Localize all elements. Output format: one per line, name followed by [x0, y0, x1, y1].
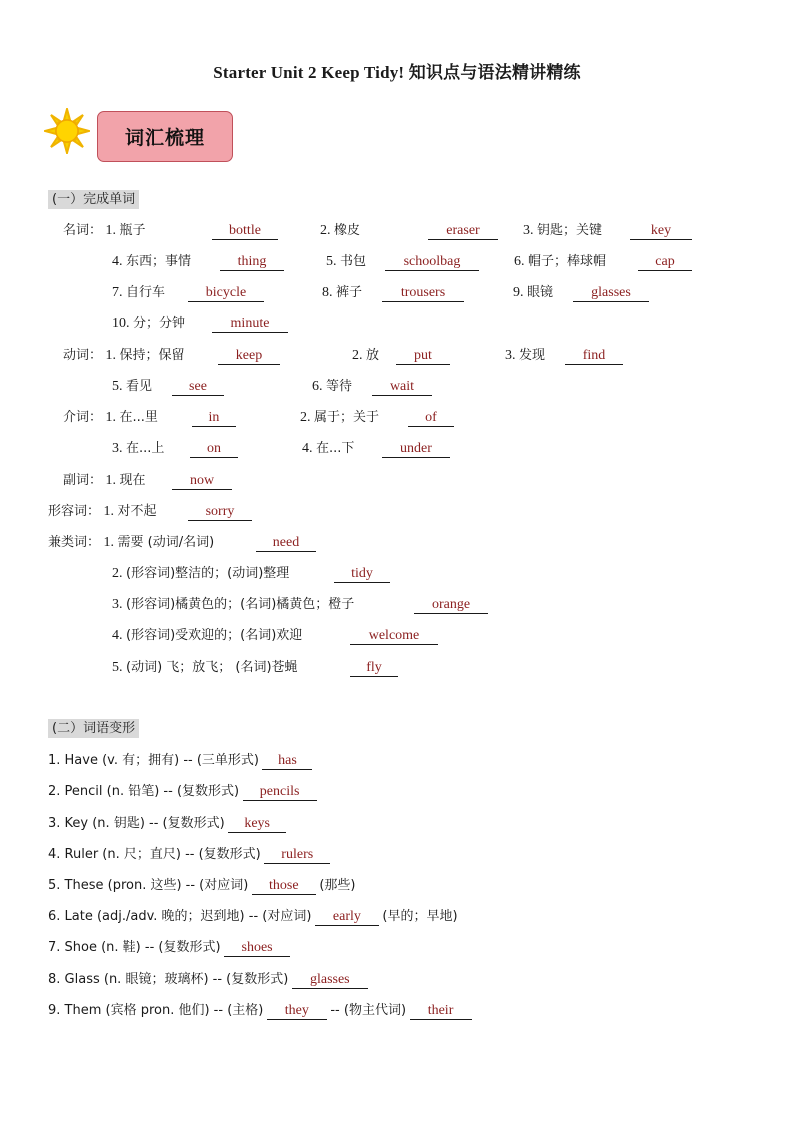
prep-item: 3. 在...上 — [112, 441, 165, 456]
answer-blank[interactable]: schoolbag — [385, 254, 479, 271]
answer-blank[interactable]: key — [630, 223, 692, 240]
verb-row-1: 动词： 1. 保持；保留 — [63, 348, 185, 363]
prep-item: 4. 在...下 — [302, 441, 355, 456]
answer-blank[interactable]: now — [172, 473, 232, 490]
word-form-item: 2. Pencil (n. 铅笔) -- (复数形式) pencils — [48, 783, 317, 801]
answer-blank[interactable]: of — [408, 410, 454, 427]
answer-blank[interactable]: glasses — [573, 285, 649, 302]
multi-label: 兼类词： — [48, 535, 101, 550]
page-title: Starter Unit 2 Keep Tidy! 知识点与语法精讲精练 — [213, 63, 581, 82]
answer-blank[interactable]: their — [410, 1003, 472, 1020]
multi-item: 5. (动词) 飞；放飞； (名词)苍蝇 — [112, 660, 298, 675]
answer-blank[interactable]: has — [262, 753, 312, 770]
word-form-item: 5. These (pron. 这些) -- (对应词) those (那些) — [48, 878, 356, 893]
answer-blank[interactable]: need — [256, 535, 316, 552]
noun-item: 4. 东西；事情 — [112, 254, 192, 269]
word-form-item: 3. Key (n. 钥匙) -- (复数形式) keys — [48, 815, 286, 833]
noun-label: 名词： — [63, 223, 103, 238]
answer-blank[interactable]: those — [252, 878, 316, 895]
noun-item: 6. 帽子；棒球帽 — [514, 254, 607, 269]
section-heading-word-forms: (二）词语变形 — [48, 719, 139, 738]
word-form-item: 8. Glass (n. 眼镜；玻璃杯) -- (复数形式) glasses — [48, 971, 368, 989]
answer-blank[interactable]: see — [172, 379, 224, 396]
verb-item: 2. 放 — [352, 348, 380, 363]
multi-item: 3. (形容词)橘黄色的；(名词)橘黄色；橙子 — [112, 597, 355, 612]
answer-blank[interactable]: sorry — [188, 504, 252, 521]
answer-blank[interactable]: early — [315, 909, 379, 926]
answer-blank[interactable]: in — [192, 410, 236, 427]
prep-row-1: 介词： 1. 在...里 — [63, 410, 158, 425]
multi-item: 2. (形容词)整洁的；(动词)整理 — [112, 566, 290, 581]
noun-item: 9. 眼镜 — [513, 285, 554, 300]
verb-item: 5. 看见 — [112, 379, 153, 394]
vocabulary-banner: 词汇梳理 — [97, 111, 233, 162]
answer-blank[interactable]: thing — [220, 254, 284, 271]
answer-blank[interactable]: bicycle — [188, 285, 264, 302]
answer-blank[interactable]: find — [565, 348, 623, 365]
verb-item: 3. 发现 — [505, 348, 546, 363]
noun-row-1: 名词： 1. 瓶子 — [63, 223, 146, 238]
answer-blank[interactable]: wait — [372, 379, 432, 396]
multi-row-1: 兼类词： 1. 需要 (动词/名词) — [48, 535, 215, 550]
answer-blank[interactable]: glasses — [292, 972, 368, 989]
word-form-item: 9. Them (宾格 pron. 他们) -- (主格) they -- (物主代词) their — [48, 1002, 472, 1020]
answer-blank[interactable]: keys — [228, 816, 286, 833]
noun-item: 7. 自行车 — [112, 285, 166, 300]
answer-blank[interactable]: fly — [350, 660, 398, 677]
noun-item: 10. 分；分钟 — [112, 316, 186, 331]
answer-blank[interactable]: on — [190, 441, 238, 458]
word-form-item: 7. Shoe (n. 鞋) -- (复数形式) shoes — [48, 939, 290, 957]
word-form-item: 4. Ruler (n. 尺；直尺) -- (复数形式) rulers — [48, 846, 330, 864]
answer-blank[interactable]: bottle — [212, 223, 278, 240]
answer-blank[interactable]: tidy — [334, 566, 390, 583]
multi-item: 4. (形容词)受欢迎的；(名词)欢迎 — [112, 628, 303, 643]
section-heading-complete-words: (一）完成单词 — [48, 190, 139, 209]
word-form-item: 6. Late (adj./adv. 晚的；迟到地) -- (对应词) early (早的；早地) — [48, 909, 458, 924]
answer-blank[interactable]: shoes — [224, 940, 290, 957]
answer-blank[interactable]: cap — [638, 254, 692, 271]
answer-blank[interactable]: they — [267, 1003, 327, 1020]
noun-item: 3. 钥匙；关键 — [523, 223, 603, 238]
adv-row: 副词： 1. 现在 — [63, 473, 146, 488]
answer-blank[interactable]: eraser — [428, 223, 498, 240]
verb-item: 6. 等待 — [312, 379, 353, 394]
verb-label: 动词： — [63, 348, 103, 363]
adv-label: 副词： — [63, 473, 103, 488]
answer-blank[interactable]: keep — [218, 348, 280, 365]
answer-blank[interactable]: trousers — [382, 285, 464, 302]
answer-blank[interactable]: welcome — [350, 628, 438, 645]
answer-blank[interactable]: minute — [212, 316, 288, 333]
sun-icon — [44, 108, 90, 154]
answer-blank[interactable]: orange — [414, 597, 488, 614]
answer-blank[interactable]: put — [396, 348, 450, 365]
prep-item: 2. 属于；关于 — [300, 410, 380, 425]
noun-item: 8. 裤子 — [322, 285, 363, 300]
word-form-item: 1. Have (v. 有；拥有) -- (三单形式) has — [48, 752, 312, 770]
answer-blank[interactable]: rulers — [264, 847, 330, 864]
answer-blank[interactable]: pencils — [243, 784, 317, 801]
noun-item: 2. 橡皮 — [320, 223, 361, 238]
adj-label: 形容词： — [48, 504, 101, 519]
answer-blank[interactable]: under — [382, 441, 450, 458]
adj-row: 形容词： 1. 对不起 — [48, 504, 157, 519]
noun-item: 5. 书包 — [326, 254, 367, 269]
prep-label: 介词： — [63, 410, 103, 425]
